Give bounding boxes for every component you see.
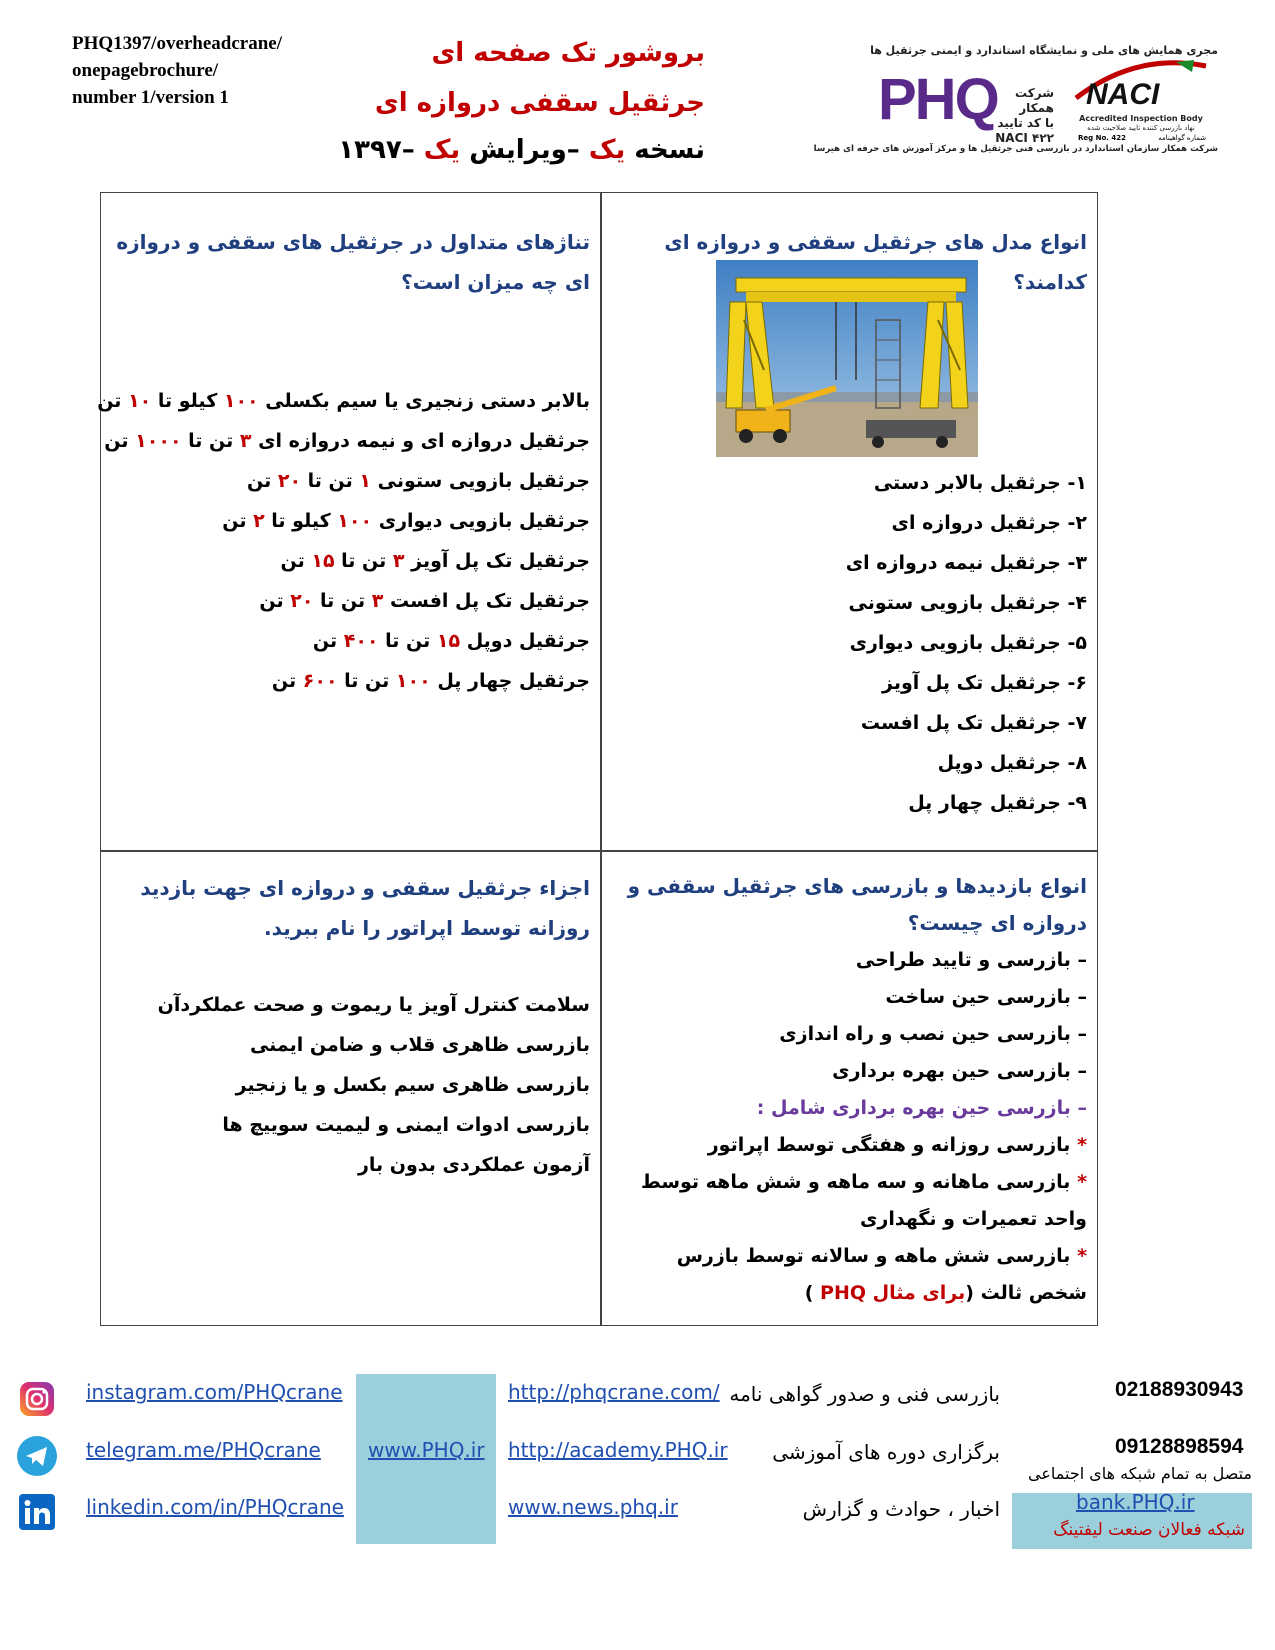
operation-inspection-heading: – بازرسی حین بهره برداری شامل :	[756, 1097, 1087, 1119]
capacity-part: تن	[280, 550, 312, 572]
telegram-link[interactable]: telegram.me/PHQcrane	[86, 1438, 321, 1462]
social-note: متصل به تمام شبکه های اجتماعی	[1028, 1464, 1252, 1483]
inspections-section	[620, 868, 1087, 1312]
edition-line	[338, 135, 705, 165]
edition-part: نسخه	[625, 135, 705, 165]
capacity-row	[110, 461, 590, 501]
capacity-part: تن	[222, 510, 254, 532]
list-item	[620, 1127, 1087, 1164]
list-item: ۶- جرثقیل تک پل آویز	[882, 672, 1087, 694]
phq-logo: PHQ	[878, 67, 998, 132]
capacity-part: تن تا	[334, 550, 393, 572]
logo-bottom-line: شرکت همکار سازمان استاندارد در بازرسی فنی جرثقیل ها و مرکز آموزش های حرفه ای هیرسا	[813, 144, 1218, 154]
service-news: اخبار ، حوادث و گزارش	[802, 1497, 1000, 1521]
list-item: بازرسی ادوات ایمنی و لیمیت سوییچ ها	[222, 1114, 590, 1136]
list-item: بازرسی ظاهری سیم بکسل و یا زنجیر	[235, 1074, 590, 1096]
website-link[interactable]: www.PHQ.ir	[368, 1438, 485, 1462]
list-item	[620, 1238, 1087, 1312]
capacity-part: جرثقیل تک پل افست	[383, 590, 590, 612]
capacity-part: کیلو تا	[151, 390, 224, 412]
capacity-question: تناژهای متداول در جرثقیل های سقفی و دروازه ای چه میزان است؟	[116, 230, 590, 294]
instagram-icon[interactable]	[18, 1380, 56, 1418]
capacity-value: ۲	[253, 510, 265, 532]
service-training: برگزاری دوره های آموزشی	[772, 1440, 1000, 1464]
list-item: – بازرسی حین ساخت	[885, 986, 1087, 1008]
example-paren: (	[965, 1282, 981, 1304]
parts-question: اجزاء جرثقیل سقفی و دروازه ای جهت بازدید روزانه توسط اپراتور را نام ببرید.	[140, 876, 590, 940]
capacity-value: ۱۰۰۰	[135, 430, 182, 452]
sub-item-text: بازرسی روزانه و هفتگی توسط اپراتور	[707, 1134, 1071, 1156]
list-item: ۹- جرثقیل چهار پل	[908, 792, 1087, 814]
capacity-list	[97, 381, 590, 701]
edition-part: یک	[588, 135, 626, 165]
models-list	[603, 463, 1087, 823]
inspections-question: انواع بازدیدها و بازرسی های جرثقیل سقفی و دروازه ای چیست؟	[627, 874, 1087, 935]
capacity-value: ۲۰	[277, 470, 302, 492]
gantry-crane-image	[716, 260, 978, 457]
bank-subtitle: شبکه فعالان صنعت لیفتینگ	[1053, 1520, 1245, 1540]
capacity-row	[110, 501, 590, 541]
capacity-part: تن تا	[337, 670, 396, 692]
capacity-value: ۱۰۰	[223, 390, 259, 412]
document-code-line: onepagebrochure/	[72, 60, 219, 81]
star-bullet: *	[1077, 1245, 1087, 1267]
document-code-line: number 1/version 1	[72, 87, 229, 108]
instagram-link[interactable]: instagram.com/PHQcrane	[86, 1380, 343, 1404]
telegram-icon[interactable]	[16, 1435, 54, 1473]
capacity-part: تن تا	[378, 630, 437, 652]
capacity-part: بالابر دستی زنجیری یا سیم بکسلی	[258, 390, 590, 412]
capacity-value: ۴۰۰	[343, 630, 379, 652]
list-item: سلامت کنترل آویز یا ریموت و صحت عملکردآن	[157, 994, 590, 1016]
example-paren: )	[804, 1282, 821, 1304]
linkedin-icon[interactable]	[18, 1493, 56, 1531]
list-item: ۳- جرثقیل نیمه دروازه ای	[845, 552, 1087, 574]
capacity-row	[110, 541, 590, 581]
edition-part: یک	[423, 135, 461, 165]
document-code-line: PHQ1397/overheadcrane/	[72, 33, 283, 54]
capacity-row	[110, 661, 590, 701]
linkedin-link[interactable]: linkedin.com/in/PHQcrane	[86, 1495, 344, 1519]
partner-note	[988, 86, 1054, 146]
list-item: ۵- جرثقیل بازویی دیواری	[849, 632, 1087, 654]
phone-number[interactable]: 02188930943	[1115, 1378, 1244, 1401]
capacity-part: تن	[104, 430, 136, 452]
phqcrane-link[interactable]: http://phqcrane.com/	[508, 1380, 720, 1404]
document-code	[72, 30, 282, 111]
edition-part: –ویرایش	[460, 135, 589, 165]
list-item: آزمون عملکردی بدون بار	[357, 1154, 590, 1176]
capacity-part: تن	[271, 670, 303, 692]
naci-reg-fa: شماره گواهینامه	[1158, 134, 1206, 142]
partner-line: NACI ۴۲۲	[995, 131, 1054, 145]
capacity-part: کیلو تا	[264, 510, 338, 532]
list-item: ۷- جرثقیل تک پل افست	[860, 712, 1087, 734]
capacity-value: ۳	[239, 430, 252, 452]
mobile-number[interactable]: 09128898594	[1115, 1435, 1244, 1458]
list-item: – بازرسی حین بهره برداری	[832, 1060, 1087, 1082]
list-item: بازرسی ظاهری قلاب و ضامن ایمنی	[249, 1034, 590, 1056]
brochure-title: بروشور تک صفحه ای	[431, 38, 705, 68]
capacity-value: ۱۰۰	[337, 510, 373, 532]
capacity-value: ۳	[392, 550, 405, 572]
capacity-row	[110, 581, 590, 621]
naci-text: NACI	[1086, 78, 1160, 111]
capacity-part: تن	[312, 630, 344, 652]
capacity-part: جرثقیل دروازه ای و نیمه دروازه ای	[251, 430, 590, 452]
capacity-value: ۱۵	[311, 550, 335, 572]
capacity-part: تن	[247, 470, 278, 492]
parts-list	[110, 985, 590, 1185]
capacity-part: تن تا	[301, 470, 360, 492]
crane-title: جرثقیل سقفی دروازه ای	[374, 88, 705, 118]
gantry-crane-photo	[716, 260, 978, 457]
capacity-value: ۶۰۰	[302, 670, 338, 692]
capacity-part: جرثقیل تک پل آویز	[404, 550, 590, 572]
example-text: برای مثال PHQ	[820, 1282, 966, 1304]
naci-logo	[1066, 58, 1216, 142]
capacity-row	[97, 381, 590, 421]
naci-sub-fa: نهاد بازرسی کننده تایید صلاحیت شده	[1087, 124, 1195, 132]
models-question: انواع مدل های جرثقیل سقفی و دروازه ای کدامند؟	[664, 230, 1087, 294]
capacity-part: جرثقیل بازویی دیواری	[372, 510, 590, 532]
list-item: – بازرسی حین نصب و راه اندازی	[779, 1023, 1087, 1045]
grid-divider-horizontal	[100, 850, 1098, 852]
logo-block	[813, 44, 1218, 162]
logo-top-line: مجری همایش های ملی و نمایشگاه استاندارد و ایمنی جرثقیل ها	[870, 44, 1218, 57]
capacity-part: تن تا	[313, 590, 372, 612]
grid-divider-vertical	[600, 192, 602, 1326]
partner-line: شرکت همکار	[1015, 86, 1054, 115]
capacity-value: ۱۰	[128, 390, 152, 412]
list-item: ۸- جرثقیل دوپل	[937, 752, 1087, 774]
star-bullet: *	[1077, 1134, 1087, 1156]
sub-item-text: بازرسی ماهانه و سه ماهه و شش ماهه توسط واحد تعمیرات و نگهداری	[640, 1171, 1087, 1230]
capacity-row	[110, 621, 590, 661]
capacity-row	[104, 421, 590, 461]
edition-part: –۱۳۹۷	[338, 135, 424, 165]
naci-reg: Reg No. 422	[1078, 134, 1126, 142]
capacity-part: جرثقیل دوپل	[460, 630, 590, 652]
capacity-value: ۱	[359, 470, 372, 492]
capacity-section	[110, 222, 590, 302]
list-item	[620, 1164, 1087, 1238]
list-item: ۴- جرثقیل بازویی ستونی	[848, 592, 1087, 614]
capacity-value: ۳	[371, 590, 384, 612]
sub-item-text: بازرسی شش ماهه و سالانه توسط بازرس شخص ثالث	[676, 1245, 1087, 1304]
star-bullet: *	[1077, 1171, 1087, 1193]
capacity-part: تن تا	[181, 430, 240, 452]
service-inspection: بازرسی فنی و صدور گواهی نامه	[729, 1382, 1000, 1406]
capacity-part: تن	[97, 390, 129, 412]
list-item: – بازرسی و تایید طراحی	[855, 949, 1087, 971]
bank-link[interactable]: bank.PHQ.ir	[1076, 1490, 1195, 1514]
partner-line: با کد تایید	[997, 116, 1054, 130]
capacity-value: ۲۰	[290, 590, 314, 612]
naci-sub: Accredited Inspection Body	[1079, 114, 1203, 123]
list-item: ۱- جرثقیل بالابر دستی	[873, 472, 1087, 494]
news-link[interactable]: www.news.phq.ir	[508, 1495, 678, 1519]
capacity-value: ۱۵	[436, 630, 461, 652]
capacity-value: ۱۰۰	[395, 670, 431, 692]
capacity-part: جرثقیل بازویی ستونی	[371, 470, 590, 492]
capacity-part: جرثقیل چهار پل	[430, 670, 590, 692]
parts-section	[120, 868, 590, 948]
academy-link[interactable]: http://academy.PHQ.ir	[508, 1438, 728, 1462]
capacity-part: تن	[259, 590, 291, 612]
list-item: ۲- جرثقیل دروازه ای	[891, 512, 1087, 534]
